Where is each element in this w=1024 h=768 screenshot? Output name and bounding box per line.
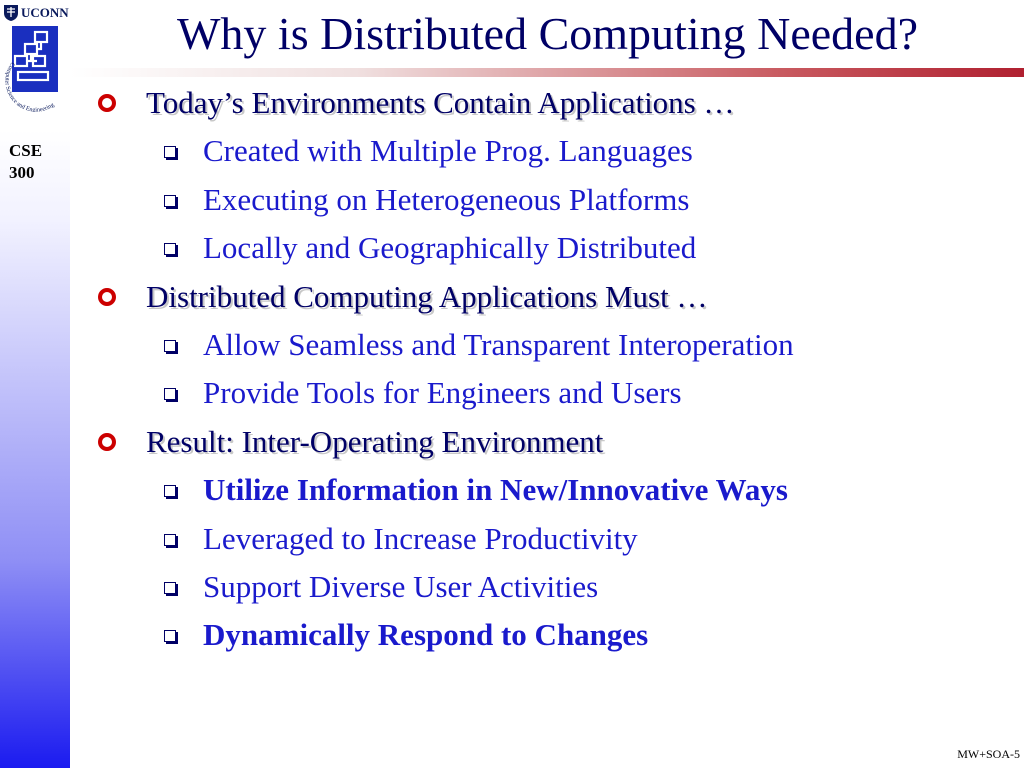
bullet-level2-text: Allow Seamless and Transparent Interoperation <box>203 327 794 362</box>
square-bullet-icon <box>164 340 176 352</box>
bullet-level2-text: Support Diverse User Activities <box>203 569 599 604</box>
bullet-level2 <box>203 177 689 223</box>
bullet-level2-text: Provide Tools for Engineers and Users <box>203 375 682 411</box>
bullet-level2 <box>203 564 598 610</box>
circle-bullet-icon <box>98 433 116 451</box>
seal-text: Computer Science and Engineering <box>3 60 56 112</box>
bullet-level1-text: Result: Inter-Operating Environment <box>146 423 604 459</box>
bullet-level1 <box>146 419 603 465</box>
bullet-level2 <box>203 370 682 416</box>
bullet-level2 <box>203 225 696 271</box>
circle-bullet-icon <box>98 288 116 306</box>
bullet-level2-text: Locally and Geographically Distributed <box>203 230 697 266</box>
square-bullet-icon <box>164 534 176 546</box>
bullet-level2-text: Utilize Information in New/Innovative Ways <box>203 472 788 508</box>
uconn-logo <box>3 2 69 24</box>
slide-number: MW+SOA-5 <box>957 747 1020 761</box>
bullet-level2 <box>203 322 794 368</box>
bullet-level2-text: Leveraged to Increase Productivity <box>203 520 638 556</box>
slide-title: Why is Distributed Computing Needed? <box>177 8 918 59</box>
uconn-logo-text: UCONN <box>21 5 69 20</box>
bullet-level2 <box>203 612 648 658</box>
square-bullet-icon <box>164 243 176 255</box>
square-bullet-icon <box>164 195 176 207</box>
course-label <box>9 140 64 184</box>
circle-bullet-icon <box>98 94 116 112</box>
bullet-level1-text: Today’s Environments Contain Applications … <box>146 85 735 120</box>
title-underline <box>70 68 1024 77</box>
course-number: 300 <box>9 163 35 182</box>
bullet-level2-text: Executing on Heterogeneous Platforms <box>203 181 690 217</box>
bullet-level2 <box>203 516 638 562</box>
bullet-level1 <box>146 80 735 126</box>
square-bullet-icon <box>164 388 176 400</box>
bullet-level2 <box>203 128 693 174</box>
bullet-level2 <box>203 467 788 513</box>
cse-department-seal <box>2 22 66 112</box>
course-code: CSE <box>9 141 43 160</box>
sidebar <box>0 0 70 768</box>
bullet-level1 <box>146 274 707 320</box>
square-bullet-icon <box>164 146 176 158</box>
square-bullet-icon <box>164 630 176 642</box>
university-crest-icon <box>3 4 19 22</box>
square-bullet-icon <box>164 582 176 594</box>
square-bullet-icon <box>164 485 176 497</box>
bullet-level2-text: Created with Multiple Prog. Languages <box>203 133 693 169</box>
bullet-level1-text: Distributed Computing Applications Must … <box>146 278 708 314</box>
bullet-level2-text: Dynamically Respond to Changes <box>203 617 649 653</box>
